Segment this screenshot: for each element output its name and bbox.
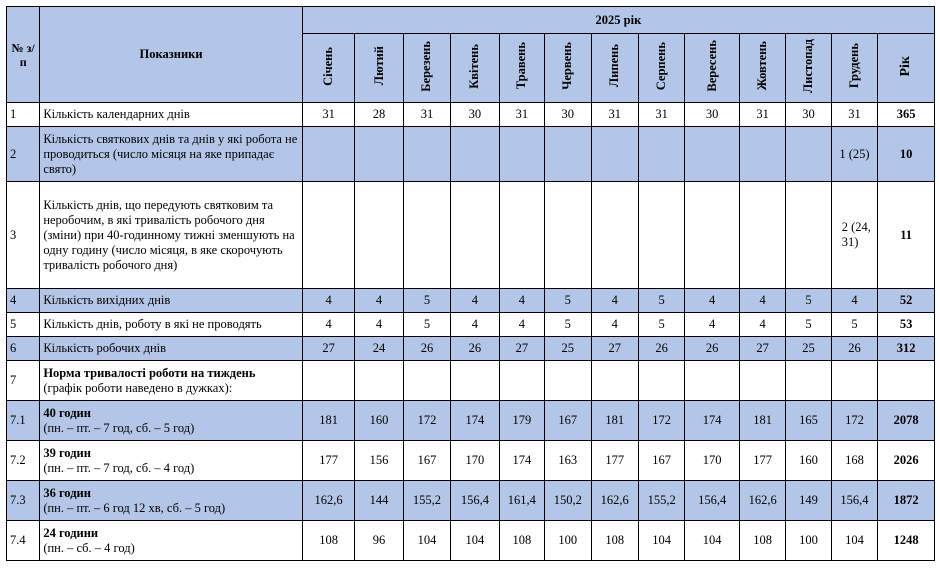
month-value: 170 [685, 441, 740, 481]
month-value: 156,4 [451, 481, 499, 521]
month-label: Січень [321, 46, 336, 86]
year-total-value: 1872 [878, 481, 935, 521]
year-total-value: 1248 [878, 521, 935, 561]
row-index: 6 [7, 337, 40, 361]
month-value: 1 (25) [831, 127, 877, 182]
header-year: 2025 рік [302, 7, 934, 34]
month-value: 156,4 [685, 481, 740, 521]
calendar-table-wrapper [6, 6, 935, 561]
table-row [7, 313, 935, 337]
month-value [739, 127, 785, 182]
month-header [739, 34, 785, 103]
month-value: 108 [499, 521, 544, 561]
month-value [355, 361, 403, 401]
month-header [302, 34, 355, 103]
month-value: 144 [355, 481, 403, 521]
year-total-value: 312 [878, 337, 935, 361]
row-label: Кількість днів, роботу в які не проводять [43, 317, 262, 331]
table-row [7, 521, 935, 561]
month-value [638, 182, 684, 289]
month-value: 4 [451, 313, 499, 337]
row-label: Кількість календарних днів [43, 107, 190, 121]
row-label: 36 годин [43, 485, 91, 500]
row-sublabel: (пн. – сб. – 4 год) [43, 540, 135, 555]
month-value: 27 [302, 337, 355, 361]
month-value: 160 [355, 401, 403, 441]
row-index: 7.3 [7, 481, 40, 521]
month-value: 4 [451, 289, 499, 313]
month-header [786, 34, 831, 103]
table-row [7, 182, 935, 289]
month-value: 5 [831, 313, 877, 337]
month-value: 161,4 [499, 481, 544, 521]
row-index: 7.2 [7, 441, 40, 481]
month-value: 174 [451, 401, 499, 441]
table-row [7, 401, 935, 441]
month-header [685, 34, 740, 103]
table-body [7, 103, 935, 561]
row-index: 3 [7, 182, 40, 289]
row-sublabel: (пн. – пт. – 7 год, сб. – 4 год) [43, 460, 195, 475]
month-value: 26 [685, 337, 740, 361]
row-label: Норма тривалості роботи на тиждень [43, 365, 256, 380]
month-value: 31 [638, 103, 684, 127]
month-value: 26 [403, 337, 450, 361]
row-label-cell [40, 182, 303, 289]
month-label: Квітень [467, 43, 482, 89]
month-label: Вересень [704, 40, 719, 92]
month-label: Листопад [801, 38, 816, 94]
month-value: 5 [786, 289, 831, 313]
month-value [685, 127, 740, 182]
row-sublabel: (графік роботи наведено в дужках): [43, 380, 233, 395]
month-label: Липень [607, 44, 622, 88]
month-value: 177 [739, 441, 785, 481]
month-value: 4 [499, 313, 544, 337]
month-value [786, 182, 831, 289]
year-total-value: 11 [878, 182, 935, 289]
month-label: Травень [514, 42, 529, 90]
month-value [451, 361, 499, 401]
row-label-cell [40, 337, 303, 361]
month-value: 108 [591, 521, 638, 561]
month-value: 174 [685, 401, 740, 441]
month-header [591, 34, 638, 103]
month-value: 27 [739, 337, 785, 361]
month-value: 163 [545, 441, 591, 481]
month-value: 4 [302, 289, 355, 313]
month-value: 4 [831, 289, 877, 313]
month-value: 156,4 [831, 481, 877, 521]
month-header [355, 34, 403, 103]
month-value: 104 [451, 521, 499, 561]
month-value: 4 [355, 313, 403, 337]
table-row [7, 289, 935, 313]
month-value: 27 [499, 337, 544, 361]
month-value [591, 361, 638, 401]
header-index: № з/п [7, 7, 40, 103]
month-value: 5 [786, 313, 831, 337]
year-total-value: 2026 [878, 441, 935, 481]
month-value: 30 [685, 103, 740, 127]
month-value [739, 182, 785, 289]
month-value: 5 [403, 313, 450, 337]
month-value: 4 [685, 313, 740, 337]
row-index: 5 [7, 313, 40, 337]
row-label: Кількість вихідних днів [43, 293, 171, 307]
month-value: 24 [355, 337, 403, 361]
month-value: 162,6 [739, 481, 785, 521]
month-value: 108 [739, 521, 785, 561]
month-value [739, 361, 785, 401]
row-label: 40 годин [43, 405, 91, 420]
year-total-value: 52 [878, 289, 935, 313]
header-indicators: Показники [40, 7, 303, 103]
month-value [591, 182, 638, 289]
month-label: Серпень [654, 41, 669, 91]
row-index: 7.4 [7, 521, 40, 561]
month-value [499, 127, 544, 182]
month-value [451, 127, 499, 182]
row-index: 7 [7, 361, 40, 401]
month-value: 181 [591, 401, 638, 441]
month-value: 30 [545, 103, 591, 127]
table-row [7, 103, 935, 127]
month-value [451, 182, 499, 289]
row-label-cell [40, 289, 303, 313]
month-value: 172 [831, 401, 877, 441]
row-label: 39 годин [43, 445, 91, 460]
month-value: 27 [591, 337, 638, 361]
month-value: 5 [638, 289, 684, 313]
month-value [499, 182, 544, 289]
month-value [591, 127, 638, 182]
month-value: 104 [403, 521, 450, 561]
month-value: 30 [786, 103, 831, 127]
month-value: 155,2 [638, 481, 684, 521]
row-label-cell [40, 361, 303, 401]
month-value: 4 [499, 289, 544, 313]
row-index: 4 [7, 289, 40, 313]
month-value: 156 [355, 441, 403, 481]
month-value: 160 [786, 441, 831, 481]
month-value: 31 [302, 103, 355, 127]
month-value [685, 182, 740, 289]
month-value: 100 [545, 521, 591, 561]
month-value [499, 361, 544, 401]
row-label-cell [40, 313, 303, 337]
month-value: 172 [638, 401, 684, 441]
month-value: 167 [638, 441, 684, 481]
year-total-header [878, 34, 935, 103]
row-sublabel: (пн. – пт. – 6 год 12 хв, сб. – 5 год) [43, 500, 226, 515]
month-header [638, 34, 684, 103]
month-value: 30 [451, 103, 499, 127]
month-value: 4 [739, 313, 785, 337]
month-value: 167 [545, 401, 591, 441]
month-value: 155,2 [403, 481, 450, 521]
month-value: 104 [685, 521, 740, 561]
month-value: 5 [545, 313, 591, 337]
month-value: 104 [831, 521, 877, 561]
month-value [403, 361, 450, 401]
month-value: 162,6 [302, 481, 355, 521]
month-header [831, 34, 877, 103]
month-label: Грудень [846, 43, 861, 89]
month-value: 168 [831, 441, 877, 481]
month-value: 26 [831, 337, 877, 361]
month-value: 5 [545, 289, 591, 313]
month-label: Червень [560, 42, 575, 90]
month-value [302, 182, 355, 289]
month-value: 4 [591, 313, 638, 337]
month-value [545, 182, 591, 289]
month-value: 28 [355, 103, 403, 127]
month-value: 31 [831, 103, 877, 127]
year-total-value: 53 [878, 313, 935, 337]
row-sublabel: (пн. – пт. – 7 год, сб. – 5 год) [43, 420, 195, 435]
table-row [7, 441, 935, 481]
row-label: Кількість святкових днів та днів у які робота не проводиться (число місяця на яке припадає свято) [43, 131, 298, 176]
month-value [685, 361, 740, 401]
month-value: 167 [403, 441, 450, 481]
month-value [302, 127, 355, 182]
month-value [831, 361, 877, 401]
month-value [545, 361, 591, 401]
month-value: 104 [638, 521, 684, 561]
table-row [7, 337, 935, 361]
year-total-value: 2078 [878, 401, 935, 441]
month-value [302, 361, 355, 401]
row-index: 7.1 [7, 401, 40, 441]
row-label-cell [40, 441, 303, 481]
month-value: 177 [591, 441, 638, 481]
table-row [7, 361, 935, 401]
month-header [451, 34, 499, 103]
month-value: 150,2 [545, 481, 591, 521]
month-value: 2 (24, 31) [831, 182, 877, 289]
month-value: 26 [451, 337, 499, 361]
month-value: 31 [591, 103, 638, 127]
month-value: 4 [685, 289, 740, 313]
month-value: 165 [786, 401, 831, 441]
month-value: 177 [302, 441, 355, 481]
row-label-cell [40, 127, 303, 182]
month-value: 179 [499, 401, 544, 441]
row-label-cell [40, 401, 303, 441]
month-value: 174 [499, 441, 544, 481]
month-value [545, 127, 591, 182]
month-value: 31 [499, 103, 544, 127]
working-time-table [6, 6, 935, 561]
row-index: 1 [7, 103, 40, 127]
row-label: Кількість робочих днів [43, 341, 167, 355]
year-total-label: Рік [898, 55, 914, 77]
month-value [638, 127, 684, 182]
month-value: 25 [786, 337, 831, 361]
month-value: 172 [403, 401, 450, 441]
month-header [499, 34, 544, 103]
month-value: 181 [739, 401, 785, 441]
month-value: 4 [739, 289, 785, 313]
month-value: 4 [302, 313, 355, 337]
row-label-cell [40, 481, 303, 521]
month-value: 4 [355, 289, 403, 313]
month-value [403, 182, 450, 289]
month-value: 26 [638, 337, 684, 361]
month-header [403, 34, 450, 103]
month-value: 5 [403, 289, 450, 313]
month-value [355, 127, 403, 182]
month-label: Лютий [371, 46, 386, 86]
row-label-cell [40, 103, 303, 127]
table-row [7, 127, 935, 182]
year-total-value: 365 [878, 103, 935, 127]
table-row [7, 481, 935, 521]
month-value [786, 361, 831, 401]
row-index: 2 [7, 127, 40, 182]
row-label: 24 години [43, 525, 99, 540]
month-label: Жовтень [755, 41, 770, 91]
month-value: 149 [786, 481, 831, 521]
table-header [7, 7, 935, 103]
month-value: 170 [451, 441, 499, 481]
month-value: 25 [545, 337, 591, 361]
month-header [545, 34, 591, 103]
year-total-value [878, 361, 935, 401]
row-label-cell [40, 521, 303, 561]
month-value [403, 127, 450, 182]
row-label: Кількість днів, що передують святковим та неробочим, в які тривалість робочого дня (зміни) при 40-годинному тижні зменшують на одну годину (число місяця, в яке скорочують тривалість робочого дня) [43, 197, 295, 272]
month-value [638, 361, 684, 401]
month-value [786, 127, 831, 182]
month-value: 5 [638, 313, 684, 337]
month-value: 108 [302, 521, 355, 561]
year-total-value: 10 [878, 127, 935, 182]
month-value: 4 [591, 289, 638, 313]
month-value: 31 [403, 103, 450, 127]
month-value [355, 182, 403, 289]
month-value: 162,6 [591, 481, 638, 521]
month-label: Березень [419, 40, 434, 92]
month-value: 100 [786, 521, 831, 561]
month-value: 96 [355, 521, 403, 561]
month-value: 181 [302, 401, 355, 441]
month-value: 31 [739, 103, 785, 127]
